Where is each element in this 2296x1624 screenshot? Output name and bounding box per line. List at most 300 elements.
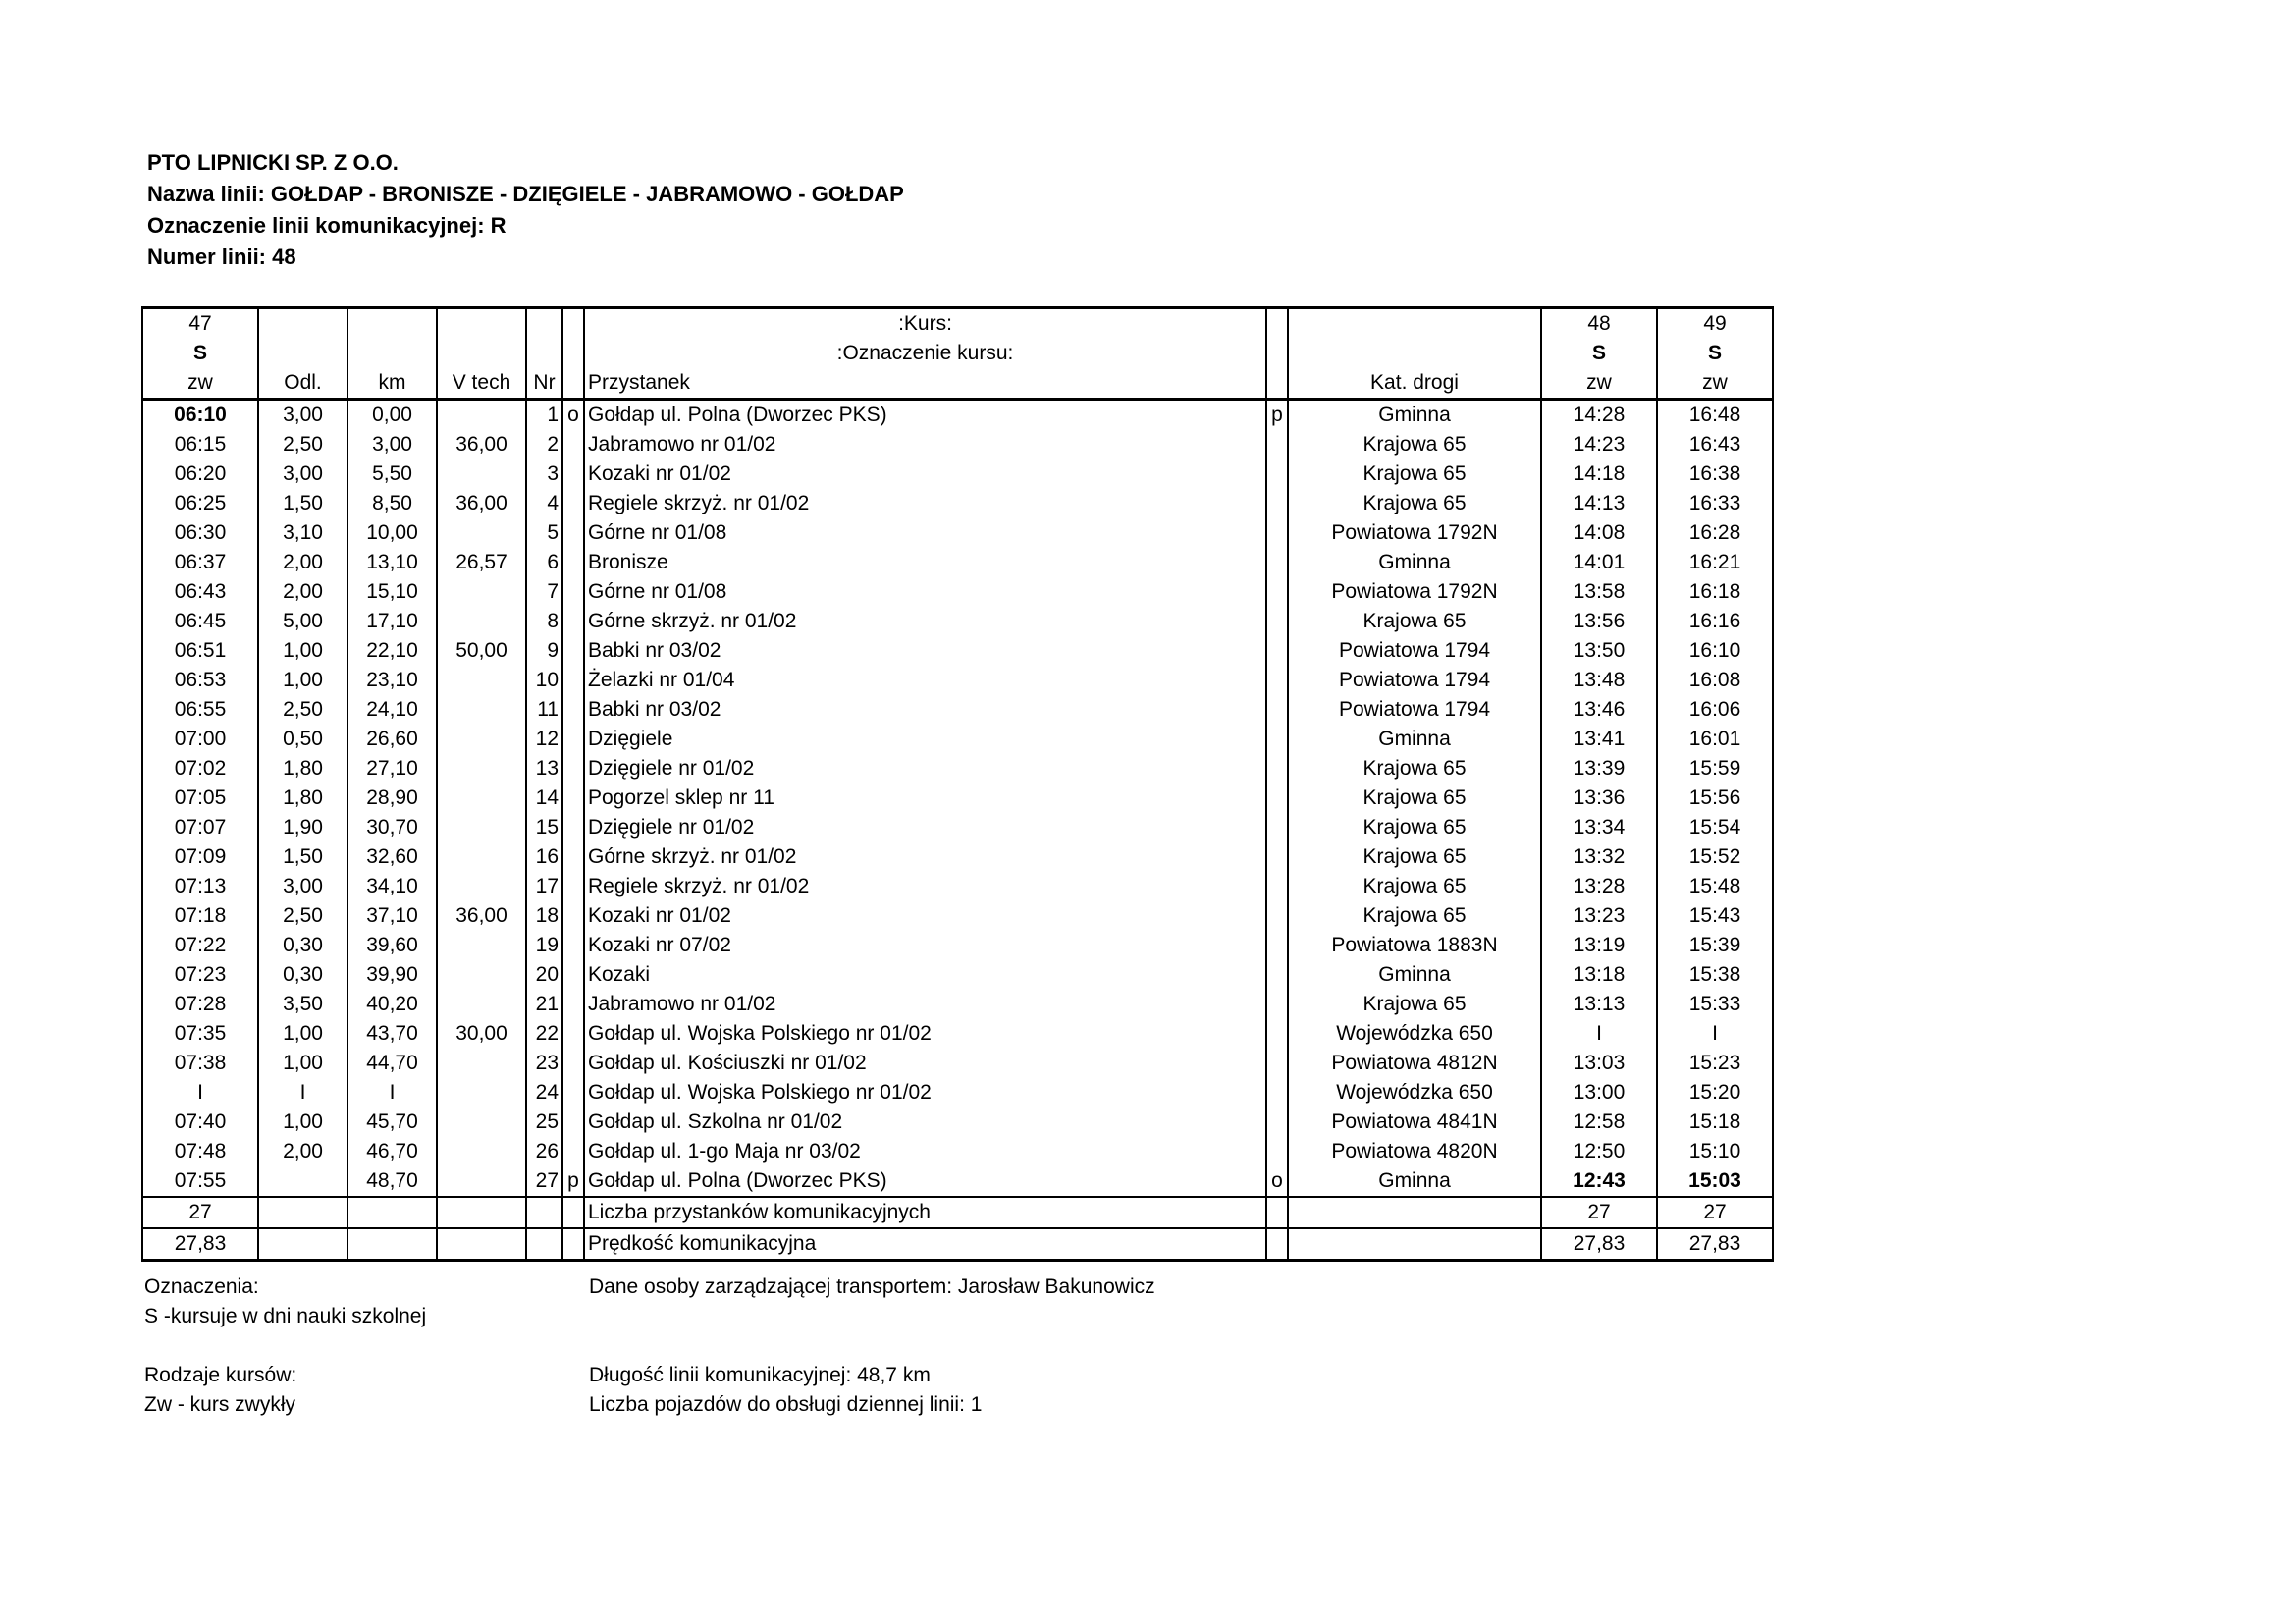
technical-speed [437, 460, 526, 489]
stop-flag-right [1266, 1019, 1288, 1049]
stop-flag: p [562, 1166, 584, 1197]
road-category: Krajowa 65 [1288, 990, 1541, 1019]
distance-segment: 1,50 [258, 489, 347, 518]
road-category: Wojewódzka 650 [1288, 1019, 1541, 1049]
stop-name: Górne skrzyż. nr 01/02 [584, 842, 1266, 872]
course-48-time: 13:13 [1541, 990, 1657, 1019]
road-category: Krajowa 65 [1288, 813, 1541, 842]
technical-speed: 50,00 [437, 636, 526, 666]
road-category: Krajowa 65 [1288, 489, 1541, 518]
course-49-mark: S [1657, 339, 1773, 368]
road-category: Powiatowa 1794 [1288, 666, 1541, 695]
distance-segment: I [258, 1078, 347, 1108]
stop-flag-right [1266, 489, 1288, 518]
course-49-time: 16:18 [1657, 577, 1773, 607]
stop-flag-right [1266, 577, 1288, 607]
stop-number: 21 [526, 990, 562, 1019]
technical-speed [437, 666, 526, 695]
course-48-time: 13:03 [1541, 1049, 1657, 1078]
departure-time: 07:40 [142, 1108, 258, 1137]
departure-time: 07:05 [142, 784, 258, 813]
table-row [142, 666, 1773, 695]
stop-flag-right [1266, 430, 1288, 460]
distance-cumulative: 23,10 [347, 666, 437, 695]
table-row [142, 636, 1773, 666]
distance-cumulative: 37,10 [347, 901, 437, 931]
line-name: Nazwa linii: GOŁDAP - BRONISZE - DZIĘGIELE - JABRAMOWO - GOŁDAP [147, 182, 904, 206]
table-row [142, 489, 1773, 518]
stop-flag-right [1266, 813, 1288, 842]
stop-number: 23 [526, 1049, 562, 1078]
technical-speed: 36,00 [437, 430, 526, 460]
course-49-time: 16:08 [1657, 666, 1773, 695]
distance-segment [258, 1166, 347, 1197]
table-row [142, 872, 1773, 901]
stop-flag [562, 607, 584, 636]
course-49-time: 15:10 [1657, 1137, 1773, 1166]
stop-name: Regiele skrzyż. nr 01/02 [584, 872, 1266, 901]
stop-flag [562, 872, 584, 901]
stop-flag [562, 518, 584, 548]
stop-number: 2 [526, 430, 562, 460]
stop-name: Regiele skrzyż. nr 01/02 [584, 489, 1266, 518]
road-category: Powiatowa 1794 [1288, 636, 1541, 666]
distance-cumulative: 26,60 [347, 725, 437, 754]
road-category: Krajowa 65 [1288, 901, 1541, 931]
stop-name: Kozaki nr 01/02 [584, 901, 1266, 931]
stop-flag-right [1266, 695, 1288, 725]
course-49-time: 15:18 [1657, 1108, 1773, 1137]
table-row [142, 901, 1773, 931]
technical-speed [437, 1049, 526, 1078]
stops-count-48: 27 [1541, 1197, 1657, 1228]
stop-number: 15 [526, 813, 562, 842]
distance-cumulative: 48,70 [347, 1166, 437, 1197]
distance-cumulative: 13,10 [347, 548, 437, 577]
col-odl-header: Odl. [258, 368, 347, 400]
stop-name: Górne nr 01/08 [584, 518, 1266, 548]
table-row [142, 990, 1773, 1019]
speed-48: 27,83 [1541, 1228, 1657, 1261]
col-nr-header: Nr [526, 368, 562, 400]
notes-right [589, 1272, 1155, 1420]
stops-count-49: 27 [1657, 1197, 1773, 1228]
departure-time: 07:48 [142, 1137, 258, 1166]
stop-number: 8 [526, 607, 562, 636]
departure-time: 07:22 [142, 931, 258, 960]
course-48-time: 14:18 [1541, 460, 1657, 489]
technical-speed [437, 1166, 526, 1197]
stop-flag [562, 1108, 584, 1137]
departure-time: 06:51 [142, 636, 258, 666]
stop-name: Górne skrzyż. nr 01/02 [584, 607, 1266, 636]
stop-flag-right [1266, 960, 1288, 990]
stop-flag-right [1266, 842, 1288, 872]
stop-number: 5 [526, 518, 562, 548]
technical-speed [437, 1078, 526, 1108]
course-48-time: 13:32 [1541, 842, 1657, 872]
distance-segment: 1,00 [258, 1019, 347, 1049]
stop-flag [562, 1019, 584, 1049]
course-49-time: 16:33 [1657, 489, 1773, 518]
course-48-time: 13:19 [1541, 931, 1657, 960]
road-category: Powiatowa 4820N [1288, 1137, 1541, 1166]
footer-row-speed [142, 1228, 1773, 1261]
distance-segment: 1,80 [258, 754, 347, 784]
distance-cumulative: 40,20 [347, 990, 437, 1019]
road-category: Gminna [1288, 960, 1541, 990]
departure-time: 07:00 [142, 725, 258, 754]
course-48-time: 14:23 [1541, 430, 1657, 460]
table-row [142, 813, 1773, 842]
departure-time: 07:23 [142, 960, 258, 990]
road-category: Powiatowa 1794 [1288, 695, 1541, 725]
stop-name: Gołdap ul. Kościuszki nr 01/02 [584, 1049, 1266, 1078]
course-49-time: 15:23 [1657, 1049, 1773, 1078]
road-category: Krajowa 65 [1288, 460, 1541, 489]
road-category: Gminna [1288, 400, 1541, 431]
stop-flag-right [1266, 460, 1288, 489]
header-row-columns [142, 368, 1773, 400]
stop-name: Gołdap ul. Polna (Dworzec PKS) [584, 400, 1266, 431]
course-48-time: 13:00 [1541, 1078, 1657, 1108]
table-row [142, 518, 1773, 548]
stop-flag-right [1266, 931, 1288, 960]
header-row-course [142, 308, 1773, 340]
technical-speed [437, 784, 526, 813]
stop-name: Babki nr 03/02 [584, 636, 1266, 666]
departure-time: 07:38 [142, 1049, 258, 1078]
course-48-time: 13:46 [1541, 695, 1657, 725]
course-48-time: 13:56 [1541, 607, 1657, 636]
distance-cumulative: 17,10 [347, 607, 437, 636]
stop-flag [562, 489, 584, 518]
technical-speed [437, 607, 526, 636]
distance-segment: 1,00 [258, 1108, 347, 1137]
course-48-time: 13:48 [1541, 666, 1657, 695]
departure-time: 07:02 [142, 754, 258, 784]
road-category: Krajowa 65 [1288, 430, 1541, 460]
technical-speed [437, 813, 526, 842]
line-designation: Oznaczenie linii komunikacyjnej: R [147, 213, 507, 238]
table-row [142, 784, 1773, 813]
stop-name: Kozaki [584, 960, 1266, 990]
course-48-number: 48 [1541, 308, 1657, 340]
course-48-time: 13:41 [1541, 725, 1657, 754]
distance-segment: 3,10 [258, 518, 347, 548]
departure-time: 06:30 [142, 518, 258, 548]
left-course-type: zw [142, 368, 258, 400]
course-48-time: I [1541, 1019, 1657, 1049]
course-49-time: 15:39 [1657, 931, 1773, 960]
stop-name: Kozaki nr 07/02 [584, 931, 1266, 960]
course-48-time: 13:39 [1541, 754, 1657, 784]
course-48-time: 12:50 [1541, 1137, 1657, 1166]
stop-number: 13 [526, 754, 562, 784]
road-category: Gminna [1288, 725, 1541, 754]
course-49-time: 16:43 [1657, 430, 1773, 460]
stop-number: 3 [526, 460, 562, 489]
stop-flag [562, 931, 584, 960]
course-49-time: 15:48 [1657, 872, 1773, 901]
stop-number: 20 [526, 960, 562, 990]
distance-segment: 3,00 [258, 400, 347, 431]
course-49-time: 15:54 [1657, 813, 1773, 842]
stop-flag [562, 430, 584, 460]
table-row [142, 1078, 1773, 1108]
distance-segment: 2,50 [258, 430, 347, 460]
departure-time: 07:55 [142, 1166, 258, 1197]
stop-name: Górne nr 01/08 [584, 577, 1266, 607]
course-48-time: 13:50 [1541, 636, 1657, 666]
stop-number: 25 [526, 1108, 562, 1137]
stop-number: 22 [526, 1019, 562, 1049]
technical-speed [437, 842, 526, 872]
distance-cumulative: 5,50 [347, 460, 437, 489]
course-49-time: 15:33 [1657, 990, 1773, 1019]
distance-segment: 3,50 [258, 990, 347, 1019]
distance-segment: 0,50 [258, 725, 347, 754]
distance-cumulative: 39,90 [347, 960, 437, 990]
technical-speed [437, 960, 526, 990]
distance-segment: 1,50 [258, 842, 347, 872]
header-row-designation [142, 339, 1773, 368]
distance-cumulative: 45,70 [347, 1108, 437, 1137]
distance-cumulative: 44,70 [347, 1049, 437, 1078]
technical-speed: 36,00 [437, 489, 526, 518]
technical-speed [437, 577, 526, 607]
line-number: Numer linii: 48 [147, 244, 296, 269]
technical-speed [437, 754, 526, 784]
distance-segment: 2,50 [258, 695, 347, 725]
distance-cumulative: 0,00 [347, 400, 437, 431]
stop-number: 1 [526, 400, 562, 431]
course-49-time: 16:28 [1657, 518, 1773, 548]
road-category: Powiatowa 1792N [1288, 577, 1541, 607]
stop-number: 6 [526, 548, 562, 577]
stop-name: Kozaki nr 01/02 [584, 460, 1266, 489]
departure-time: 06:20 [142, 460, 258, 489]
stop-flag-right [1266, 1078, 1288, 1108]
stop-flag [562, 1049, 584, 1078]
stop-number: 7 [526, 577, 562, 607]
course-49-time: 15:43 [1657, 901, 1773, 931]
notes-left [144, 1272, 426, 1420]
course-48-time: 14:01 [1541, 548, 1657, 577]
course-49-time: 15:38 [1657, 960, 1773, 990]
departure-time: 06:15 [142, 430, 258, 460]
stop-name: Jabramowo nr 01/02 [584, 430, 1266, 460]
stop-flag [562, 460, 584, 489]
col-road-header: Kat. drogi [1288, 368, 1541, 400]
distance-segment: 1,00 [258, 1049, 347, 1078]
technical-speed [437, 725, 526, 754]
stop-number: 24 [526, 1078, 562, 1108]
course-48-time: 14:28 [1541, 400, 1657, 431]
course-48-time: 13:18 [1541, 960, 1657, 990]
technical-speed [437, 931, 526, 960]
timetable [141, 306, 1774, 1262]
stop-number: 18 [526, 901, 562, 931]
distance-cumulative: 46,70 [347, 1137, 437, 1166]
course-49-time: 15:03 [1657, 1166, 1773, 1197]
table-row [142, 577, 1773, 607]
stop-name: Pogorzel sklep nr 11 [584, 784, 1266, 813]
distance-cumulative: 24,10 [347, 695, 437, 725]
distance-cumulative: 27,10 [347, 754, 437, 784]
stop-flag-right [1266, 666, 1288, 695]
stop-flag-right: p [1266, 400, 1288, 431]
course-48-mark: S [1541, 339, 1657, 368]
course-48-time: 13:28 [1541, 872, 1657, 901]
course-label: :Kurs: [584, 308, 1266, 340]
distance-segment: 3,00 [258, 872, 347, 901]
stop-number: 9 [526, 636, 562, 666]
course-48-time: 14:08 [1541, 518, 1657, 548]
designation-label: :Oznaczenie kursu: [584, 339, 1266, 368]
distance-segment: 1,90 [258, 813, 347, 842]
stop-name: Jabramowo nr 01/02 [584, 990, 1266, 1019]
distance-segment: 3,00 [258, 460, 347, 489]
stop-flag-right [1266, 548, 1288, 577]
course-49-number: 49 [1657, 308, 1773, 340]
departure-time: 07:28 [142, 990, 258, 1019]
departure-time: 06:45 [142, 607, 258, 636]
distance-segment: 0,30 [258, 931, 347, 960]
departure-time: 07:13 [142, 872, 258, 901]
road-category: Powiatowa 1883N [1288, 931, 1541, 960]
left-course-mark: S [142, 339, 258, 368]
designation-s: S -kursuje w dni nauki szkolnej [144, 1305, 427, 1327]
departure-time: 07:09 [142, 842, 258, 872]
stop-flag: o [562, 400, 584, 431]
stop-flag-right [1266, 784, 1288, 813]
technical-speed [437, 695, 526, 725]
stop-name: Gołdap ul. Wojska Polskiego nr 01/02 [584, 1019, 1266, 1049]
distance-segment: 2,50 [258, 901, 347, 931]
distance-cumulative: 34,10 [347, 872, 437, 901]
stop-number: 10 [526, 666, 562, 695]
course-49-time: 16:38 [1657, 460, 1773, 489]
distance-cumulative: 30,70 [347, 813, 437, 842]
col-km-header: km [347, 368, 437, 400]
table-row [142, 548, 1773, 577]
course-48-time: 14:13 [1541, 489, 1657, 518]
document-header [147, 147, 904, 273]
course-48-time: 12:58 [1541, 1108, 1657, 1137]
departure-time: I [142, 1078, 258, 1108]
road-category: Gminna [1288, 1166, 1541, 1197]
technical-speed [437, 1137, 526, 1166]
stop-number: 17 [526, 872, 562, 901]
technical-speed: 30,00 [437, 1019, 526, 1049]
road-category: Powiatowa 4841N [1288, 1108, 1541, 1137]
stop-flag [562, 901, 584, 931]
table-row [142, 931, 1773, 960]
stop-flag [562, 577, 584, 607]
distance-cumulative: 28,90 [347, 784, 437, 813]
stop-flag-right: o [1266, 1166, 1288, 1197]
table-row [142, 695, 1773, 725]
course-49-time: 15:56 [1657, 784, 1773, 813]
departure-time: 06:10 [142, 400, 258, 431]
table-row [142, 1049, 1773, 1078]
vehicle-count: Liczba pojazdów do obsługi dziennej linii: 1 [589, 1393, 983, 1416]
road-category: Powiatowa 1792N [1288, 518, 1541, 548]
line-length: Długość linii komunikacyjnej: 48,7 km [589, 1364, 931, 1386]
stop-name: Gołdap ul. 1-go Maja nr 03/02 [584, 1137, 1266, 1166]
table-row [142, 460, 1773, 489]
course-types-label: Rodzaje kursów: [144, 1364, 297, 1386]
table-row [142, 725, 1773, 754]
table-row [142, 400, 1773, 431]
stop-flag [562, 636, 584, 666]
departure-time: 07:18 [142, 901, 258, 931]
col-stop-header: Przystanek [584, 368, 1266, 400]
table-row [142, 842, 1773, 872]
stop-number: 12 [526, 725, 562, 754]
table-row [142, 1108, 1773, 1137]
stop-number: 4 [526, 489, 562, 518]
distance-cumulative: 39,60 [347, 931, 437, 960]
stop-name: Żelazki nr 01/04 [584, 666, 1266, 695]
departure-time: 07:07 [142, 813, 258, 842]
stop-flag-right [1266, 518, 1288, 548]
road-category: Krajowa 65 [1288, 842, 1541, 872]
distance-cumulative: 15,10 [347, 577, 437, 607]
course-48-time: 13:58 [1541, 577, 1657, 607]
technical-speed: 26,57 [437, 548, 526, 577]
designations-label: Oznaczenia: [144, 1275, 259, 1298]
road-category: Wojewódzka 650 [1288, 1078, 1541, 1108]
distance-segment: 1,00 [258, 636, 347, 666]
course-49-time: 15:52 [1657, 842, 1773, 872]
departure-time: 06:55 [142, 695, 258, 725]
stop-name: Dzięgiele nr 01/02 [584, 754, 1266, 784]
stop-flag-right [1266, 636, 1288, 666]
stop-number: 27 [526, 1166, 562, 1197]
stop-flag [562, 813, 584, 842]
road-category: Krajowa 65 [1288, 607, 1541, 636]
stops-count-label: Liczba przystanków komunikacyjnych [584, 1197, 1266, 1228]
course-48-time: 13:34 [1541, 813, 1657, 842]
stop-number: 14 [526, 784, 562, 813]
stop-flag-right [1266, 1049, 1288, 1078]
course-49-time: 16:21 [1657, 548, 1773, 577]
distance-cumulative: 22,10 [347, 636, 437, 666]
course-49-time: I [1657, 1019, 1773, 1049]
stop-flag-right [1266, 754, 1288, 784]
table-row [142, 754, 1773, 784]
course-49-time: 16:06 [1657, 695, 1773, 725]
stop-name: Bronisze [584, 548, 1266, 577]
course-type-zw: Zw - kurs zwykły [144, 1393, 295, 1416]
technical-speed [437, 990, 526, 1019]
technical-speed [437, 518, 526, 548]
technical-speed [437, 872, 526, 901]
distance-segment: 0,30 [258, 960, 347, 990]
distance-cumulative: I [347, 1078, 437, 1108]
course-49-time: 16:10 [1657, 636, 1773, 666]
distance-segment: 5,00 [258, 607, 347, 636]
stop-flag-right [1266, 607, 1288, 636]
stop-flag [562, 842, 584, 872]
road-category: Powiatowa 4812N [1288, 1049, 1541, 1078]
stop-flag [562, 666, 584, 695]
course-48-type: zw [1541, 368, 1657, 400]
distance-segment: 1,00 [258, 666, 347, 695]
road-category: Krajowa 65 [1288, 872, 1541, 901]
